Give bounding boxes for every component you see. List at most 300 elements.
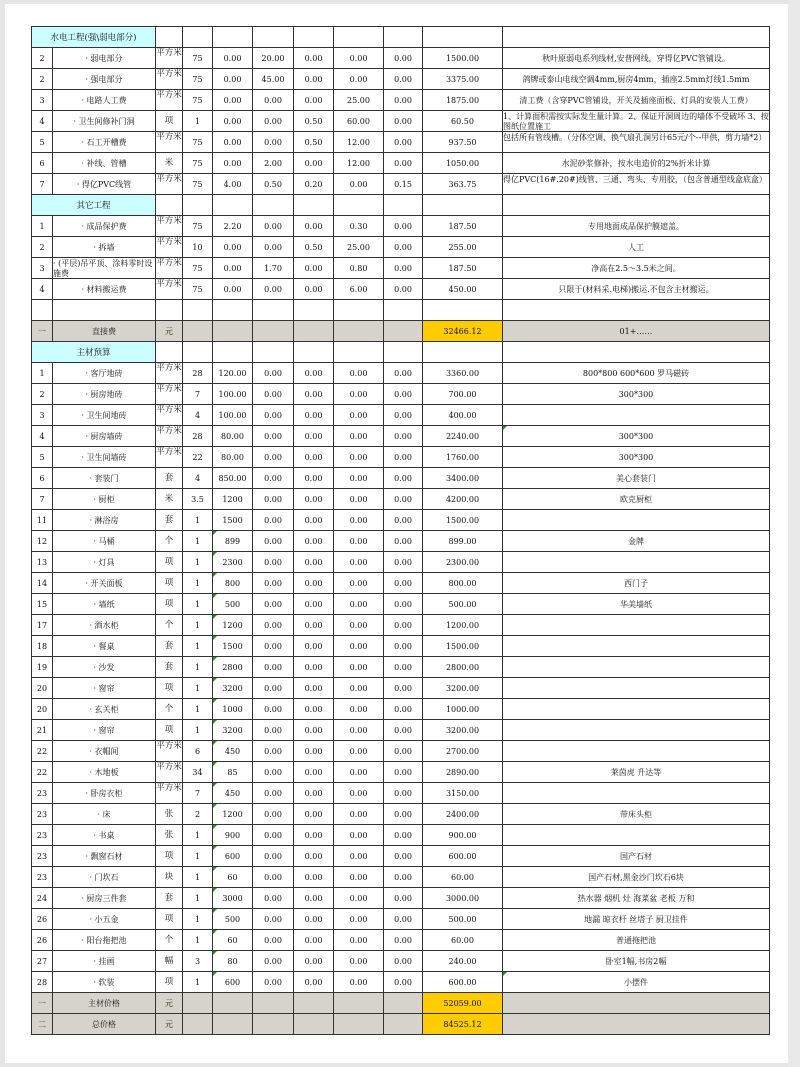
quantity-cell[interactable]: 1: [183, 552, 213, 573]
row-number-cell[interactable]: 26: [32, 909, 53, 930]
quantity-cell[interactable]: 1: [183, 972, 213, 993]
total-unit-cell[interactable]: 元: [156, 1014, 183, 1035]
item-name-cell[interactable]: · 酒水柜: [53, 615, 156, 636]
labor-cost-cell[interactable]: 0.00: [334, 741, 384, 762]
section-title[interactable]: 其它工程: [32, 195, 156, 216]
unit-cell[interactable]: 套: [156, 468, 183, 489]
total-number-cell[interactable]: 一: [32, 321, 53, 342]
loss-cell[interactable]: 0.00: [384, 468, 423, 489]
material-price-cell[interactable]: 1200: [213, 804, 253, 825]
labor-cost-cell[interactable]: 0.00: [334, 573, 384, 594]
aux-material-cell[interactable]: 1.70: [253, 258, 294, 279]
quantity-cell[interactable]: 1: [183, 888, 213, 909]
machine-cost-cell[interactable]: 0.50: [294, 237, 334, 258]
machine-cost-cell[interactable]: 0.00: [294, 867, 334, 888]
labor-cost-cell[interactable]: 0.00: [334, 783, 384, 804]
material-price-cell[interactable]: 600: [213, 972, 253, 993]
note-cell[interactable]: [503, 552, 770, 573]
row-number-cell[interactable]: 3: [32, 405, 53, 426]
unit-cell[interactable]: 个: [156, 699, 183, 720]
row-number-cell[interactable]: 4: [32, 111, 53, 132]
item-name-cell[interactable]: · 玄关柜: [53, 699, 156, 720]
unit-cell[interactable]: 平方米: [156, 762, 183, 783]
total-number-cell[interactable]: 一: [32, 993, 53, 1014]
unit-cell[interactable]: 个: [156, 531, 183, 552]
quantity-cell[interactable]: 34: [183, 762, 213, 783]
row-number-cell[interactable]: 6: [32, 468, 53, 489]
labor-cost-cell[interactable]: 0.00: [334, 720, 384, 741]
item-name-cell[interactable]: · 小五金: [53, 909, 156, 930]
empty-cell[interactable]: [503, 300, 770, 321]
loss-cell[interactable]: 0.00: [384, 804, 423, 825]
total-label-cell[interactable]: 主材价格: [53, 993, 156, 1014]
labor-cost-cell[interactable]: 6.00: [334, 279, 384, 300]
aux-material-cell[interactable]: 0.00: [253, 951, 294, 972]
total-label-cell[interactable]: 直接费: [53, 321, 156, 342]
amount-cell[interactable]: 1500.00: [423, 510, 503, 531]
unit-cell[interactable]: 个: [156, 615, 183, 636]
quantity-cell[interactable]: 1: [183, 111, 213, 132]
empty-cell[interactable]: [334, 321, 384, 342]
loss-cell[interactable]: 0.00: [384, 426, 423, 447]
empty-cell[interactable]: [253, 993, 294, 1014]
item-name-cell[interactable]: · 灯具: [53, 552, 156, 573]
empty-cell[interactable]: [253, 300, 294, 321]
loss-cell[interactable]: 0.00: [384, 888, 423, 909]
unit-cell[interactable]: 平方米: [156, 783, 183, 804]
aux-material-cell[interactable]: 0.00: [253, 636, 294, 657]
unit-cell[interactable]: 块: [156, 867, 183, 888]
quantity-cell[interactable]: 4: [183, 468, 213, 489]
labor-cost-cell[interactable]: 60.00: [334, 111, 384, 132]
amount-cell[interactable]: 1875.00: [423, 90, 503, 111]
note-cell[interactable]: [503, 132, 770, 153]
material-price-cell[interactable]: 899: [213, 531, 253, 552]
loss-cell[interactable]: 0.00: [384, 489, 423, 510]
amount-cell[interactable]: 937.50: [423, 132, 503, 153]
aux-material-cell[interactable]: 0.00: [253, 825, 294, 846]
item-name-cell[interactable]: · 厨房三件套: [53, 888, 156, 909]
row-number-cell[interactable]: 13: [32, 552, 53, 573]
quantity-cell[interactable]: 75: [183, 174, 213, 195]
labor-cost-cell[interactable]: 25.00: [334, 237, 384, 258]
unit-cell[interactable]: 项: [156, 846, 183, 867]
quantity-cell[interactable]: 2: [183, 804, 213, 825]
unit-cell[interactable]: 平方米: [156, 426, 183, 447]
machine-cost-cell[interactable]: 0.00: [294, 279, 334, 300]
empty-cell[interactable]: [53, 300, 156, 321]
empty-cell[interactable]: [213, 993, 253, 1014]
loss-cell[interactable]: 0.00: [384, 972, 423, 993]
row-number-cell[interactable]: 23: [32, 846, 53, 867]
note-cell[interactable]: 金牌: [503, 531, 770, 552]
aux-material-cell[interactable]: 45.00: [253, 69, 294, 90]
machine-cost-cell[interactable]: 0.00: [294, 363, 334, 384]
row-number-cell[interactable]: 19: [32, 657, 53, 678]
row-number-cell[interactable]: 14: [32, 573, 53, 594]
row-number-cell[interactable]: 6: [32, 153, 53, 174]
labor-cost-cell[interactable]: 0.00: [334, 594, 384, 615]
item-name-cell[interactable]: · 客厅地砖: [53, 363, 156, 384]
quantity-cell[interactable]: 1: [183, 636, 213, 657]
unit-cell[interactable]: 张: [156, 825, 183, 846]
unit-cell[interactable]: 平方米: [156, 132, 183, 153]
empty-cell[interactable]: [156, 300, 183, 321]
note-cell[interactable]: 带床头柜: [503, 804, 770, 825]
unit-cell[interactable]: 项: [156, 909, 183, 930]
unit-cell[interactable]: 项: [156, 552, 183, 573]
unit-cell[interactable]: 平方米: [156, 258, 183, 279]
labor-cost-cell[interactable]: 0.00: [334, 699, 384, 720]
material-price-cell[interactable]: 100.00: [213, 384, 253, 405]
labor-cost-cell[interactable]: 0.00: [334, 867, 384, 888]
item-name-cell[interactable]: · 卫生间墙砖: [53, 447, 156, 468]
empty-cell[interactable]: [423, 342, 503, 363]
total-label-cell[interactable]: 总价格: [53, 1014, 156, 1035]
aux-material-cell[interactable]: 0.00: [253, 216, 294, 237]
material-price-cell[interactable]: 60: [213, 930, 253, 951]
material-price-cell[interactable]: 80.00: [213, 447, 253, 468]
loss-cell[interactable]: 0.00: [384, 132, 423, 153]
labor-cost-cell[interactable]: 0.00: [334, 762, 384, 783]
note-cell[interactable]: [503, 111, 770, 132]
material-price-cell[interactable]: 0.00: [213, 111, 253, 132]
row-number-cell[interactable]: 26: [32, 930, 53, 951]
aux-material-cell[interactable]: 0.00: [253, 510, 294, 531]
material-price-cell[interactable]: 3200: [213, 678, 253, 699]
loss-cell[interactable]: 0.00: [384, 237, 423, 258]
quantity-cell[interactable]: 75: [183, 153, 213, 174]
aux-material-cell[interactable]: 0.00: [253, 804, 294, 825]
note-cell[interactable]: 秋叶原弱电系列线材,安普网线，穿得亿PVC管铺设。: [503, 48, 770, 69]
unit-cell[interactable]: 平方米: [156, 741, 183, 762]
amount-cell[interactable]: 240.00: [423, 951, 503, 972]
loss-cell[interactable]: 0.00: [384, 909, 423, 930]
labor-cost-cell[interactable]: 0.00: [334, 552, 384, 573]
machine-cost-cell[interactable]: 0.00: [294, 405, 334, 426]
labor-cost-cell[interactable]: 0.00: [334, 804, 384, 825]
row-number-cell[interactable]: 2: [32, 384, 53, 405]
machine-cost-cell[interactable]: 0.00: [294, 510, 334, 531]
amount-cell[interactable]: 2890.00: [423, 762, 503, 783]
note-cell[interactable]: 普通拖把池: [503, 930, 770, 951]
material-price-cell[interactable]: 2.20: [213, 216, 253, 237]
amount-cell[interactable]: 400.00: [423, 405, 503, 426]
quantity-cell[interactable]: 75: [183, 216, 213, 237]
empty-cell[interactable]: [503, 342, 770, 363]
quantity-cell[interactable]: 6: [183, 741, 213, 762]
row-number-cell[interactable]: 15: [32, 594, 53, 615]
empty-cell[interactable]: [423, 195, 503, 216]
labor-cost-cell[interactable]: 0.00: [334, 405, 384, 426]
unit-cell[interactable]: 平方米: [156, 363, 183, 384]
row-number-cell[interactable]: 4: [32, 426, 53, 447]
empty-cell[interactable]: [384, 993, 423, 1014]
unit-cell[interactable]: 套: [156, 657, 183, 678]
aux-material-cell[interactable]: 0.00: [253, 762, 294, 783]
loss-cell[interactable]: 0.00: [384, 720, 423, 741]
note-cell[interactable]: 只限于(材料采.电梯)搬运.不包含主材搬运。: [503, 279, 770, 300]
row-number-cell[interactable]: 28: [32, 972, 53, 993]
unit-cell[interactable]: 平方米: [156, 69, 183, 90]
machine-cost-cell[interactable]: 0.00: [294, 216, 334, 237]
loss-cell[interactable]: 0.00: [384, 573, 423, 594]
row-number-cell[interactable]: 20: [32, 678, 53, 699]
unit-cell[interactable]: 套: [156, 510, 183, 531]
row-number-cell[interactable]: 22: [32, 741, 53, 762]
labor-cost-cell[interactable]: 12.00: [334, 153, 384, 174]
quantity-cell[interactable]: 4: [183, 405, 213, 426]
note-cell[interactable]: [503, 615, 770, 636]
empty-cell[interactable]: [213, 1014, 253, 1035]
empty-cell[interactable]: [183, 993, 213, 1014]
row-number-cell[interactable]: 2: [32, 48, 53, 69]
row-number-cell[interactable]: 5: [32, 447, 53, 468]
note-cell[interactable]: 热水器 烟机 灶 海菜盆 老板 万和: [503, 888, 770, 909]
note-cell[interactable]: 美心套装门: [503, 468, 770, 489]
quantity-cell[interactable]: 7: [183, 384, 213, 405]
total-amount-cell[interactable]: 84525.12: [423, 1014, 503, 1035]
unit-cell[interactable]: 项: [156, 720, 183, 741]
unit-cell[interactable]: 平方米: [156, 405, 183, 426]
amount-cell[interactable]: 2400.00: [423, 804, 503, 825]
loss-cell[interactable]: 0.15: [384, 174, 423, 195]
loss-cell[interactable]: 0.00: [384, 678, 423, 699]
labor-cost-cell[interactable]: 0.80: [334, 258, 384, 279]
labor-cost-cell[interactable]: 0.00: [334, 384, 384, 405]
empty-cell[interactable]: [384, 300, 423, 321]
material-price-cell[interactable]: 1500: [213, 510, 253, 531]
note-cell[interactable]: [503, 510, 770, 531]
machine-cost-cell[interactable]: 0.00: [294, 69, 334, 90]
labor-cost-cell[interactable]: 0.00: [334, 468, 384, 489]
material-price-cell[interactable]: 850.00: [213, 468, 253, 489]
loss-cell[interactable]: 0.00: [384, 699, 423, 720]
quantity-cell[interactable]: 1: [183, 678, 213, 699]
note-cell[interactable]: [503, 678, 770, 699]
note-cell[interactable]: 300*300: [503, 384, 770, 405]
quantity-cell[interactable]: 1: [183, 510, 213, 531]
empty-cell[interactable]: [156, 195, 183, 216]
note-cell[interactable]: 300*300: [503, 426, 770, 447]
unit-cell[interactable]: 米: [156, 489, 183, 510]
empty-cell[interactable]: [334, 342, 384, 363]
note-cell[interactable]: 净高在2.5～3.5米之间。: [503, 258, 770, 279]
item-name-cell[interactable]: · 木地板: [53, 762, 156, 783]
row-number-cell[interactable]: 4: [32, 279, 53, 300]
row-number-cell[interactable]: 2: [32, 237, 53, 258]
row-number-cell[interactable]: 27: [32, 951, 53, 972]
labor-cost-cell[interactable]: 0.00: [334, 363, 384, 384]
machine-cost-cell[interactable]: 0.00: [294, 930, 334, 951]
quantity-cell[interactable]: 1: [183, 909, 213, 930]
machine-cost-cell[interactable]: 0.00: [294, 741, 334, 762]
labor-cost-cell[interactable]: 0.00: [334, 888, 384, 909]
empty-cell[interactable]: [503, 195, 770, 216]
loss-cell[interactable]: 0.00: [384, 111, 423, 132]
empty-cell[interactable]: [213, 300, 253, 321]
machine-cost-cell[interactable]: 0.00: [294, 846, 334, 867]
aux-material-cell[interactable]: 2.00: [253, 153, 294, 174]
empty-cell[interactable]: [156, 27, 183, 48]
labor-cost-cell[interactable]: 0.00: [334, 174, 384, 195]
aux-material-cell[interactable]: 0.00: [253, 447, 294, 468]
quantity-cell[interactable]: 75: [183, 69, 213, 90]
labor-cost-cell[interactable]: 0.00: [334, 426, 384, 447]
labor-cost-cell[interactable]: 12.00: [334, 132, 384, 153]
empty-cell[interactable]: [183, 1014, 213, 1035]
item-name-cell[interactable]: · 门坎石: [53, 867, 156, 888]
loss-cell[interactable]: 0.00: [384, 216, 423, 237]
empty-cell[interactable]: [183, 342, 213, 363]
empty-cell[interactable]: [384, 195, 423, 216]
amount-cell[interactable]: 60.50: [423, 111, 503, 132]
aux-material-cell[interactable]: 0.00: [253, 573, 294, 594]
labor-cost-cell[interactable]: 0.00: [334, 489, 384, 510]
machine-cost-cell[interactable]: 0.00: [294, 552, 334, 573]
material-price-cell[interactable]: 450: [213, 783, 253, 804]
quantity-cell[interactable]: 75: [183, 90, 213, 111]
note-cell[interactable]: [503, 825, 770, 846]
quantity-cell[interactable]: 75: [183, 258, 213, 279]
amount-cell[interactable]: 600.00: [423, 972, 503, 993]
empty-cell[interactable]: [384, 1014, 423, 1035]
row-number-cell[interactable]: 1: [32, 363, 53, 384]
item-name-cell[interactable]: · 窗帘: [53, 678, 156, 699]
material-price-cell[interactable]: 85: [213, 762, 253, 783]
amount-cell[interactable]: 2800.00: [423, 657, 503, 678]
aux-material-cell[interactable]: 0.00: [253, 720, 294, 741]
machine-cost-cell[interactable]: 0.00: [294, 489, 334, 510]
material-price-cell[interactable]: 80: [213, 951, 253, 972]
item-name-cell[interactable]: · 强电部分: [53, 69, 156, 90]
amount-cell[interactable]: 60.00: [423, 867, 503, 888]
empty-cell[interactable]: [294, 195, 334, 216]
unit-cell[interactable]: 平方米: [156, 447, 183, 468]
amount-cell[interactable]: 600.00: [423, 846, 503, 867]
note-cell[interactable]: [503, 783, 770, 804]
empty-cell[interactable]: [334, 993, 384, 1014]
quantity-cell[interactable]: 1: [183, 825, 213, 846]
amount-cell[interactable]: 500.00: [423, 594, 503, 615]
item-name-cell[interactable]: · 得亿PVC线管: [53, 174, 156, 195]
total-amount-cell[interactable]: 52059.00: [423, 993, 503, 1014]
labor-cost-cell[interactable]: 0.00: [334, 951, 384, 972]
amount-cell[interactable]: 700.00: [423, 384, 503, 405]
row-number-cell[interactable]: 17: [32, 615, 53, 636]
quantity-cell[interactable]: 1: [183, 615, 213, 636]
note-cell[interactable]: 地漏 晾衣杆 丝塔子 厨卫挂件: [503, 909, 770, 930]
row-number-cell[interactable]: 11: [32, 510, 53, 531]
note-cell[interactable]: 西门子: [503, 573, 770, 594]
note-cell[interactable]: 小摆件: [503, 972, 770, 993]
material-price-cell[interactable]: 0.00: [213, 69, 253, 90]
unit-cell[interactable]: 平方米: [156, 384, 183, 405]
labor-cost-cell[interactable]: 0.00: [334, 825, 384, 846]
machine-cost-cell[interactable]: 0.00: [294, 468, 334, 489]
amount-cell[interactable]: 900.00: [423, 825, 503, 846]
empty-cell[interactable]: [334, 27, 384, 48]
amount-cell[interactable]: 1760.00: [423, 447, 503, 468]
item-name-cell[interactable]: · 厨柜: [53, 489, 156, 510]
aux-material-cell[interactable]: 0.00: [253, 594, 294, 615]
item-name-cell[interactable]: · 床: [53, 804, 156, 825]
machine-cost-cell[interactable]: 0.00: [294, 258, 334, 279]
empty-cell[interactable]: [32, 300, 53, 321]
row-number-cell[interactable]: 3: [32, 258, 53, 279]
empty-cell[interactable]: [213, 321, 253, 342]
amount-cell[interactable]: 3375.00: [423, 69, 503, 90]
aux-material-cell[interactable]: 0.00: [253, 888, 294, 909]
aux-material-cell[interactable]: 0.00: [253, 783, 294, 804]
row-number-cell[interactable]: 23: [32, 867, 53, 888]
quantity-cell[interactable]: 3.5: [183, 489, 213, 510]
quantity-cell[interactable]: 75: [183, 132, 213, 153]
machine-cost-cell[interactable]: 0.00: [294, 951, 334, 972]
quantity-cell[interactable]: 10: [183, 237, 213, 258]
item-name-cell[interactable]: · 卫生间地砖: [53, 405, 156, 426]
aux-material-cell[interactable]: 0.00: [253, 657, 294, 678]
loss-cell[interactable]: 0.00: [384, 552, 423, 573]
labor-cost-cell[interactable]: 0.00: [334, 846, 384, 867]
material-price-cell[interactable]: 800: [213, 573, 253, 594]
item-name-cell[interactable]: · 淋浴房: [53, 510, 156, 531]
loss-cell[interactable]: 0.00: [384, 258, 423, 279]
quantity-cell[interactable]: 75: [183, 279, 213, 300]
machine-cost-cell[interactable]: 0.00: [294, 573, 334, 594]
amount-cell[interactable]: 363.75: [423, 174, 503, 195]
quantity-cell[interactable]: 1: [183, 867, 213, 888]
amount-cell[interactable]: 3150.00: [423, 783, 503, 804]
empty-cell[interactable]: [423, 300, 503, 321]
labor-cost-cell[interactable]: 0.00: [334, 657, 384, 678]
note-cell[interactable]: 卧室1幅,书房2幅: [503, 951, 770, 972]
amount-cell[interactable]: 3000.00: [423, 888, 503, 909]
aux-material-cell[interactable]: 0.00: [253, 132, 294, 153]
empty-cell[interactable]: [253, 195, 294, 216]
item-name-cell[interactable]: · 飘窗石材: [53, 846, 156, 867]
aux-material-cell[interactable]: 0.00: [253, 531, 294, 552]
material-price-cell[interactable]: 120.00: [213, 363, 253, 384]
item-name-cell[interactable]: · 弱电部分: [53, 48, 156, 69]
machine-cost-cell[interactable]: 0.50: [294, 132, 334, 153]
item-name-cell[interactable]: · 阳台拖把池: [53, 930, 156, 951]
amount-cell[interactable]: 450.00: [423, 279, 503, 300]
empty-cell[interactable]: [253, 321, 294, 342]
amount-cell[interactable]: 2700.00: [423, 741, 503, 762]
empty-cell[interactable]: [423, 27, 503, 48]
aux-material-cell[interactable]: 0.00: [253, 279, 294, 300]
machine-cost-cell[interactable]: 0.00: [294, 615, 334, 636]
unit-cell[interactable]: 张: [156, 804, 183, 825]
material-price-cell[interactable]: 600: [213, 846, 253, 867]
aux-material-cell[interactable]: 0.00: [253, 972, 294, 993]
quantity-cell[interactable]: 7: [183, 783, 213, 804]
item-name-cell[interactable]: · 补线、管槽: [53, 153, 156, 174]
machine-cost-cell[interactable]: 0.50: [294, 111, 334, 132]
aux-material-cell[interactable]: 20.00: [253, 48, 294, 69]
material-price-cell[interactable]: 3200: [213, 720, 253, 741]
material-price-cell[interactable]: 1200: [213, 615, 253, 636]
note-cell[interactable]: [503, 720, 770, 741]
amount-cell[interactable]: 500.00: [423, 909, 503, 930]
machine-cost-cell[interactable]: 0.00: [294, 762, 334, 783]
aux-material-cell[interactable]: 0.00: [253, 741, 294, 762]
empty-cell[interactable]: [294, 300, 334, 321]
material-price-cell[interactable]: 0.00: [213, 237, 253, 258]
material-price-cell[interactable]: 900: [213, 825, 253, 846]
note-cell[interactable]: 莱茵虎 升达等: [503, 762, 770, 783]
